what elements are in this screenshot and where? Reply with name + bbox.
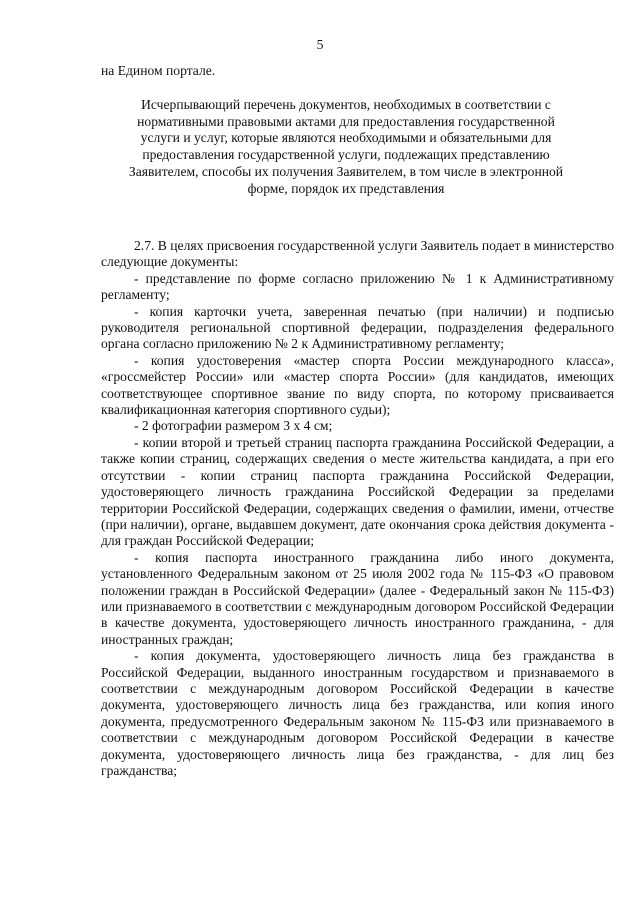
document-body	[101, 238, 614, 779]
list-item-sport-title-certificate: - копия удостоверения «мастер спорта России международного класса», «гроссмейстер России» или «мастер спорта России» (для кандидатов, имеющих соответствующее спортивное звание по виду спорта, по которому присваивается квалификационная категория спортивного судьи);	[101, 352, 614, 418]
paragraph-2-7: 2.7. В целях присвоения государственной услуги Заявитель подает в министерство следующие документы:	[101, 238, 614, 270]
list-item-stateless-document: - копия документа, удостоверяющего личность лица без гражданства в Российской Федерации, выданного иностранным государством и признаваемого в соответствии с международным договором Российской Федерации в качестве документа, удостоверяющего личность лица без гражданства, или копия иного документа, предусмотренного Федеральным законом № 115-ФЗ или признаваемого в соответствии с международным договором Российской Федерации в качестве документа, удостоверяющего личность лица без гражданства, - для лиц без гражданства;	[101, 648, 614, 778]
list-item-photos: - 2 фотографии размером 3 х 4 см;	[134, 418, 333, 434]
intro-text: на Едином портале.	[101, 63, 216, 78]
list-item-representation: - представление по форме согласно приложению № 1 к Административному регламенту;	[101, 270, 614, 303]
list-item-registration-card: - копия карточки учета, заверенная печатью (при наличии) и подписью руководителя региональной спортивной федерации, подразделения федерального органа согласно приложению № 2 к Административному регламенту;	[101, 303, 614, 352]
page-number: 5	[316, 37, 324, 52]
section-heading: Исчерпывающий перечень документов, необходимых в соответствии с нормативными правовыми актами для предоставления государственной услуги и услуг, которые являются необходимыми и обязательными для предоставления государственной услуги, подлежащих представлению Заявителем, способы их получения Заявителем, в том числе в электронной форме, порядок их представления	[128, 97, 564, 196]
list-item-foreign-passport: - копия паспорта иностранного гражданина либо иного документа, установленного Федеральным законом от 25 июля 2002 года № 115-ФЗ «О правовом положении граждан в Российской Федерации» (далее - Федеральный закон № 115-ФЗ) или признаваемого в соответствии с международным договором Российской Федерации в качестве документа, удостоверяющего личность иностранного гражданина, - для иностранных граждан;	[101, 549, 614, 647]
list-item-russian-passport: - копии второй и третьей страниц паспорта гражданина Российской Федерации, а также копии страниц, содержащих сведения о месте жительства кандидата, а при его отсутствии - копии страниц паспорта гражданина Российской Федерации, удостоверяющего личность гражданина Российской Федерации за пределами территории Российской Федерации, содержащих сведения о фамилии, имени, отчестве (при наличии), органе, выдавшем документ, дате окончания срока действия документа - для граждан Российской Федерации;	[101, 434, 614, 549]
